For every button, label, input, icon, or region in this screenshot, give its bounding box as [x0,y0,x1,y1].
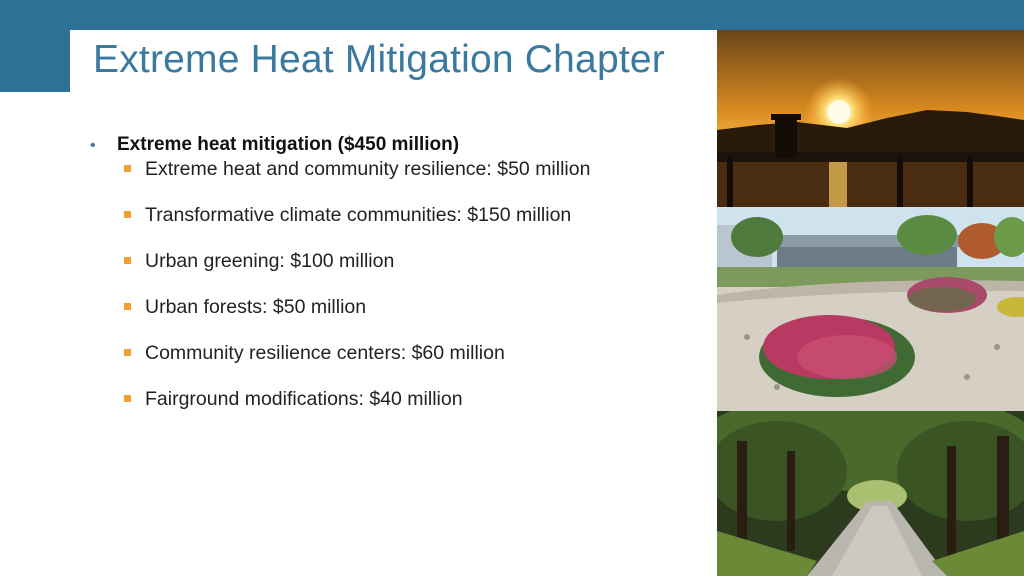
photo-column [717,30,1024,576]
title-accent-block [0,0,70,92]
sub-bullet-text: Transformative climate communities: $150 million [145,204,572,226]
sub-bullet-text: Extreme heat and community resilience: $50 million [145,158,591,180]
square-bullet-icon [124,165,131,172]
sub-bullet [124,296,366,319]
urban-greening-photo [717,207,1024,411]
sub-bullet [124,250,394,273]
sub-bullet-text: Urban greening: $100 million [145,250,395,272]
bullet-list [90,134,710,156]
square-bullet-icon [124,257,131,264]
sub-bullet [124,158,590,181]
sub-bullet-text: Community resilience centers: $60 million [145,342,505,364]
main-bullet [90,134,710,156]
sub-bullet [124,388,463,411]
sub-bullet-text: Fairground modifications: $40 million [145,388,463,410]
forest-path-photo [717,411,1024,576]
slide-title: Extreme Heat Mitigation Chapter [93,38,665,81]
sunset-photo [717,30,1024,207]
main-bullet-text: Extreme heat mitigation ($450 million) [117,134,460,155]
sub-bullet [124,204,571,227]
sub-bullet-text: Urban forests: $50 million [145,296,367,318]
header-band [0,0,1024,30]
sub-bullet [124,342,505,365]
bullet-dot-icon: • [90,137,96,154]
square-bullet-icon [124,303,131,310]
square-bullet-icon [124,211,131,218]
square-bullet-icon [124,349,131,356]
square-bullet-icon [124,395,131,402]
